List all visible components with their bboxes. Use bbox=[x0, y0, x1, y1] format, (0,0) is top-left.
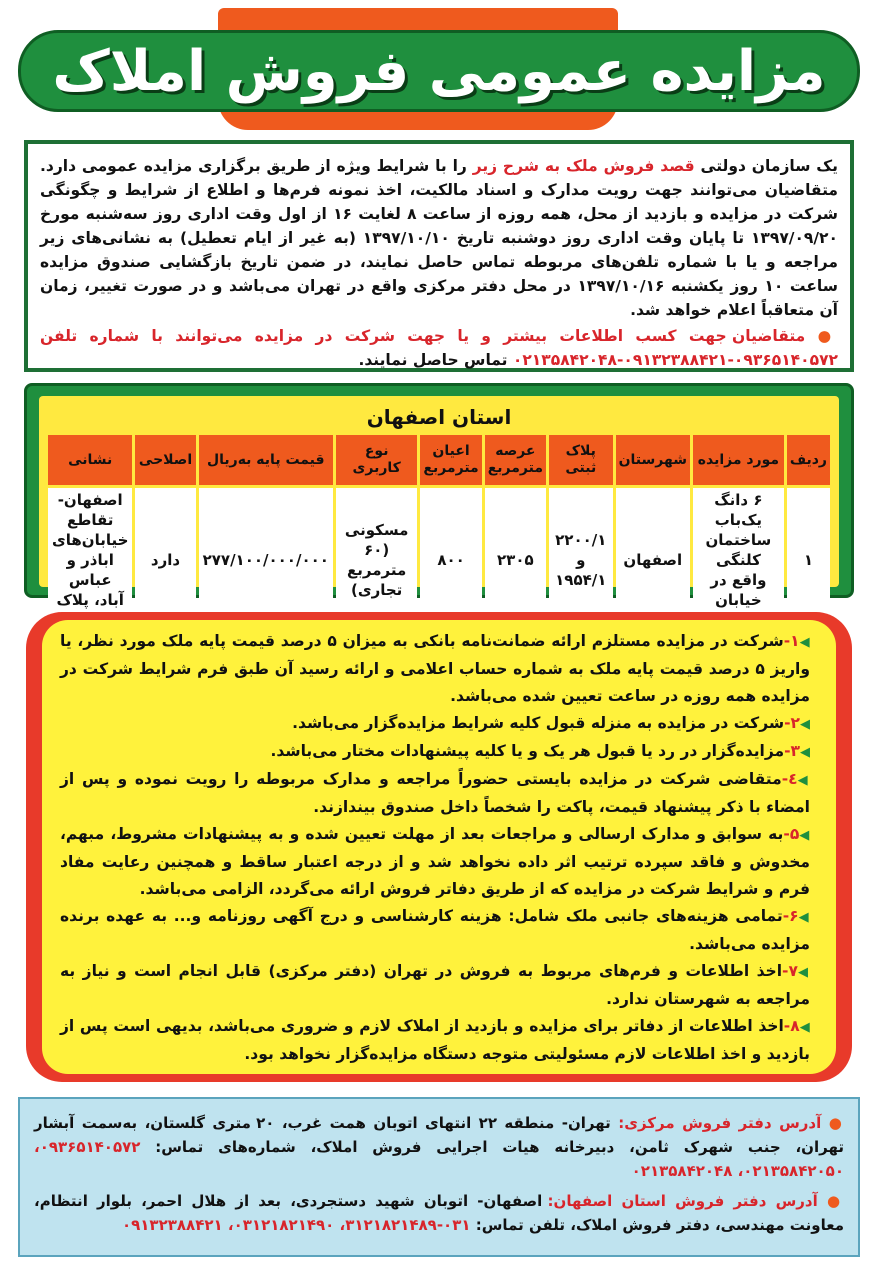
cell-usage: مسکونی (۶۰ مترمربع تجاری) bbox=[336, 488, 417, 632]
condition-text: به سوابق و مدارک ارسالی و مراجعات بعد از مهلت تعیین شده و به پیشنهادات مشروط، مبهم، مخدوش و فاقد سپرده ترتیب اثر داده نخواهد شد و از درجه اعتبار ساقط و همچنین رعایت مفاد فرم و شرایط شرکت در مزایده که از طریق دفاتر فروش ارائه می‌گردد، الزامی می‌باشد. bbox=[60, 825, 810, 898]
arrow-icon: ◀ bbox=[800, 717, 810, 732]
table-header-row bbox=[48, 435, 830, 485]
isfahan-office-address bbox=[34, 1189, 844, 1237]
arrow-icon: ◀ bbox=[797, 773, 810, 788]
condition-number: ۲- bbox=[784, 714, 800, 732]
condition-text: مزایده‌گزار در رد یا قبول هر یک و یا کلیه پیشنهادات مختار می‌باشد. bbox=[270, 742, 785, 760]
auction-table-inner bbox=[39, 396, 839, 609]
intro-paragraph bbox=[40, 154, 838, 322]
header-row-number: ردیف bbox=[787, 435, 830, 485]
condition-item bbox=[60, 1013, 810, 1068]
header-base-price: قیمت پایه به‌ریال bbox=[199, 435, 333, 485]
central-office-text: تهران- منطقه ۲۲ انتهای اتوبان همت غرب، ۲۰ متری گلستان، به‌سمت آبشار تهران، جنب شهرک ثامن، دبیرخانه هیات اجرایی فروش املاک، شماره‌های تماس: bbox=[34, 1114, 844, 1156]
conditions-list bbox=[42, 620, 836, 1074]
condition-text: اخذ اطلاعات از دفاتر برای مزایده و بازدید از املاک لازم و ضروری می‌باشد، بدیهی است پس از بازدید و اخذ اطلاعات لازم مسئولیتی متوجه دستگاه مزایده‌گزار نخواهد بود. bbox=[60, 1017, 810, 1063]
title-banner bbox=[18, 8, 860, 130]
banner-green-bar bbox=[18, 30, 860, 112]
condition-item bbox=[60, 958, 810, 1013]
condition-text: متقاضی شرکت در مزایده بایستی حضوراً مراجعه و مدارک مربوطه را رویت نموده و پس از امضاء با ذکر پیشنهاد قیمت، پاکت را شخصاً داخل صندوق بیندازند. bbox=[60, 770, 810, 816]
province-heading: استان اصفهان bbox=[366, 405, 512, 429]
auction-table-box bbox=[24, 383, 854, 609]
condition-item bbox=[60, 628, 810, 710]
arrow-icon: ◀ bbox=[799, 635, 811, 650]
bullet-icon: ● bbox=[828, 1114, 844, 1132]
arrow-icon: ◀ bbox=[797, 965, 811, 980]
central-office-label: آدرس دفتر فروش مرکزی: bbox=[618, 1114, 822, 1132]
cell-plate: ۲۲۰۰/۱ و ۱۹۵۴/۱ bbox=[549, 488, 613, 632]
cell-building-area: ۸۰۰ bbox=[420, 488, 481, 632]
cell-item: ۶ دانگ یک‌باب ساختمان کلنگی واقع در خیابان bbox=[693, 488, 784, 632]
auction-table bbox=[45, 432, 833, 635]
cell-amendment: دارد bbox=[135, 488, 195, 632]
contact-text: متقاضیان جهت کسب اطلاعات بیشتر و یا جهت شرکت در مزایده می‌توانند با شماره تلفن bbox=[40, 327, 806, 345]
condition-text: شرکت در مزایده مستلزم ارائه ضمانت‌نامه بانکی به میزان ۵ درصد قیمت پایه ملک مورد نظر، یا واریز ۵ درصد قیمت پایه ملک به شماره حساب اعلامی و ارائه رسید آن طبق فرم شرایط شرکت در مزایده همه روزه در ساعت تعیین شده می‌باشد. bbox=[60, 632, 810, 705]
central-office-phones: ۰۹۳۶۵۱۴۰۵۷۲، ۰۲۱۳۵۸۴۲۰۵۰، ۰۲۱۳۵۸۴۲۰۴۸ bbox=[34, 1138, 844, 1180]
cell-address: اصفهان- تقاطع خیابان‌های اباذر و عباس آباد، پلاک bbox=[48, 488, 132, 632]
cell-base-price: ۲۷۷/۱۰۰/۰۰۰/۰۰۰ bbox=[199, 488, 333, 632]
bullet-icon: ● bbox=[826, 1192, 844, 1210]
arrow-icon: ◀ bbox=[798, 910, 810, 925]
page-title: مزایده عمومی فروش املاک bbox=[52, 38, 826, 104]
header-usage: نوع کاربری bbox=[336, 435, 417, 485]
conditions-box bbox=[26, 612, 852, 1082]
header-land-area: عرصه مترمربع bbox=[485, 435, 546, 485]
intro-lead-end: را با شرایط ویژه از طریق برگزاری مزایده عمومی دارد. متقاضیان می‌توانند جهت رویت مدارک و اسناد مالکیت، اخذ نمونه فرم‌ها و اطلاع از شرایط و چگونگی شرکت در مزایده و بازدید از محل، همه روزه از ساعت ۸ لغایت ۱۶ از اول وقت اداری روز سه‌شنبه مورخ ۱۳۹۷/۰۹/۲۰ تا پایان وقت اداری روز دوشنبه تاریخ ۱۳۹۷/۱۰/۱۰ (به غیر از ایام تعطیل) به نشانی‌های زیر مراجعه و یا با شماره تلفن‌های مربوطه تماس حاصل نمایند، در ضمن تاریخ بازگشایی صندوق مزایده ساعت ۱۰ روز یکشنبه ۱۳۹۷/۱۰/۱۶ در محل دفتر مرکزی واقع در تهران می‌باشد و در صورت تغییر، زمان آن متعاقباً اعلام خواهد شد. bbox=[40, 157, 838, 319]
header-plate: پلاک ثبتی bbox=[549, 435, 613, 485]
condition-text: شرکت در مزایده به منزله قبول کلیه شرایط مزایده‌گزار می‌باشد. bbox=[292, 714, 785, 732]
central-office-address bbox=[34, 1111, 844, 1183]
bullet-icon: ● bbox=[817, 327, 838, 345]
condition-item bbox=[60, 766, 810, 821]
cell-city: اصفهان bbox=[616, 488, 690, 632]
condition-text: تمامی هزینه‌های جانبی ملک شامل: هزینه کارشناسی و درج آگهی روزنامه و... به عهده برنده مزایده می‌باشد. bbox=[60, 907, 810, 953]
cell-land-area: ۲۳۰۵ bbox=[485, 488, 546, 632]
condition-item bbox=[60, 821, 810, 903]
condition-number: ٤- bbox=[781, 770, 798, 788]
arrow-icon: ◀ bbox=[799, 828, 810, 843]
arrow-icon: ◀ bbox=[799, 1020, 810, 1035]
intro-lead-highlight: قصد فروش ملک به شرح زیر bbox=[472, 157, 695, 175]
intro-box bbox=[24, 140, 854, 372]
condition-number: ۳- bbox=[784, 742, 800, 760]
condition-number: ۵- bbox=[783, 825, 800, 843]
arrow-icon: ◀ bbox=[800, 745, 810, 760]
contact-tail: تماس حاصل نمایند. bbox=[358, 351, 508, 369]
header-building-area: اعیان مترمربع bbox=[420, 435, 481, 485]
isfahan-office-text: اصفهان- اتوبان شهید دستجردی، بعد از هلال احمر، بلوار انتظام، معاونت مهندسی، دفتر فروش املاک، تلفن تماس: bbox=[34, 1192, 844, 1234]
condition-item bbox=[60, 738, 810, 766]
header-address: نشانی bbox=[48, 435, 132, 485]
addresses-box bbox=[18, 1097, 860, 1257]
isfahan-office-phones: ۰۳۱-۳۱۲۱۸۲۱۴۸۹، ۰۳۱۲۱۸۲۱۴۹۰، ۰۹۱۳۲۳۸۸۴۲۱ bbox=[121, 1216, 471, 1234]
contact-phones bbox=[358, 351, 838, 369]
header-city: شهرستان bbox=[616, 435, 690, 485]
table-row bbox=[48, 488, 830, 632]
condition-number: ۱- bbox=[783, 632, 800, 650]
condition-number: ۶- bbox=[782, 907, 799, 925]
contact-paragraph bbox=[40, 324, 838, 372]
condition-number: ۷- bbox=[782, 962, 798, 980]
contact-phone-numbers: ۰۹۳۶۵۱۴۰۵۷۲-۰۹۱۳۲۳۸۸۴۲۱-۰۲۱۳۵۸۴۲۰۴۸ bbox=[512, 351, 838, 369]
condition-number: ۸- bbox=[783, 1017, 800, 1035]
isfahan-office-label: آدرس دفتر فروش استان اصفهان: bbox=[547, 1192, 818, 1210]
condition-item bbox=[60, 710, 810, 738]
header-amendment: اصلاحی bbox=[135, 435, 195, 485]
intro-lead-start: یک سازمان دولتی bbox=[694, 157, 838, 175]
header-item: مورد مزایده bbox=[693, 435, 784, 485]
condition-item bbox=[60, 903, 810, 958]
condition-text: اخذ اطلاعات و فرم‌های مربوط به فروش در تهران (دفتر مرکزی) قابل انجام است و نیاز به مراجعه به شهرستان ندارد. bbox=[60, 962, 810, 1008]
cell-row-number: ۱ bbox=[787, 488, 830, 632]
